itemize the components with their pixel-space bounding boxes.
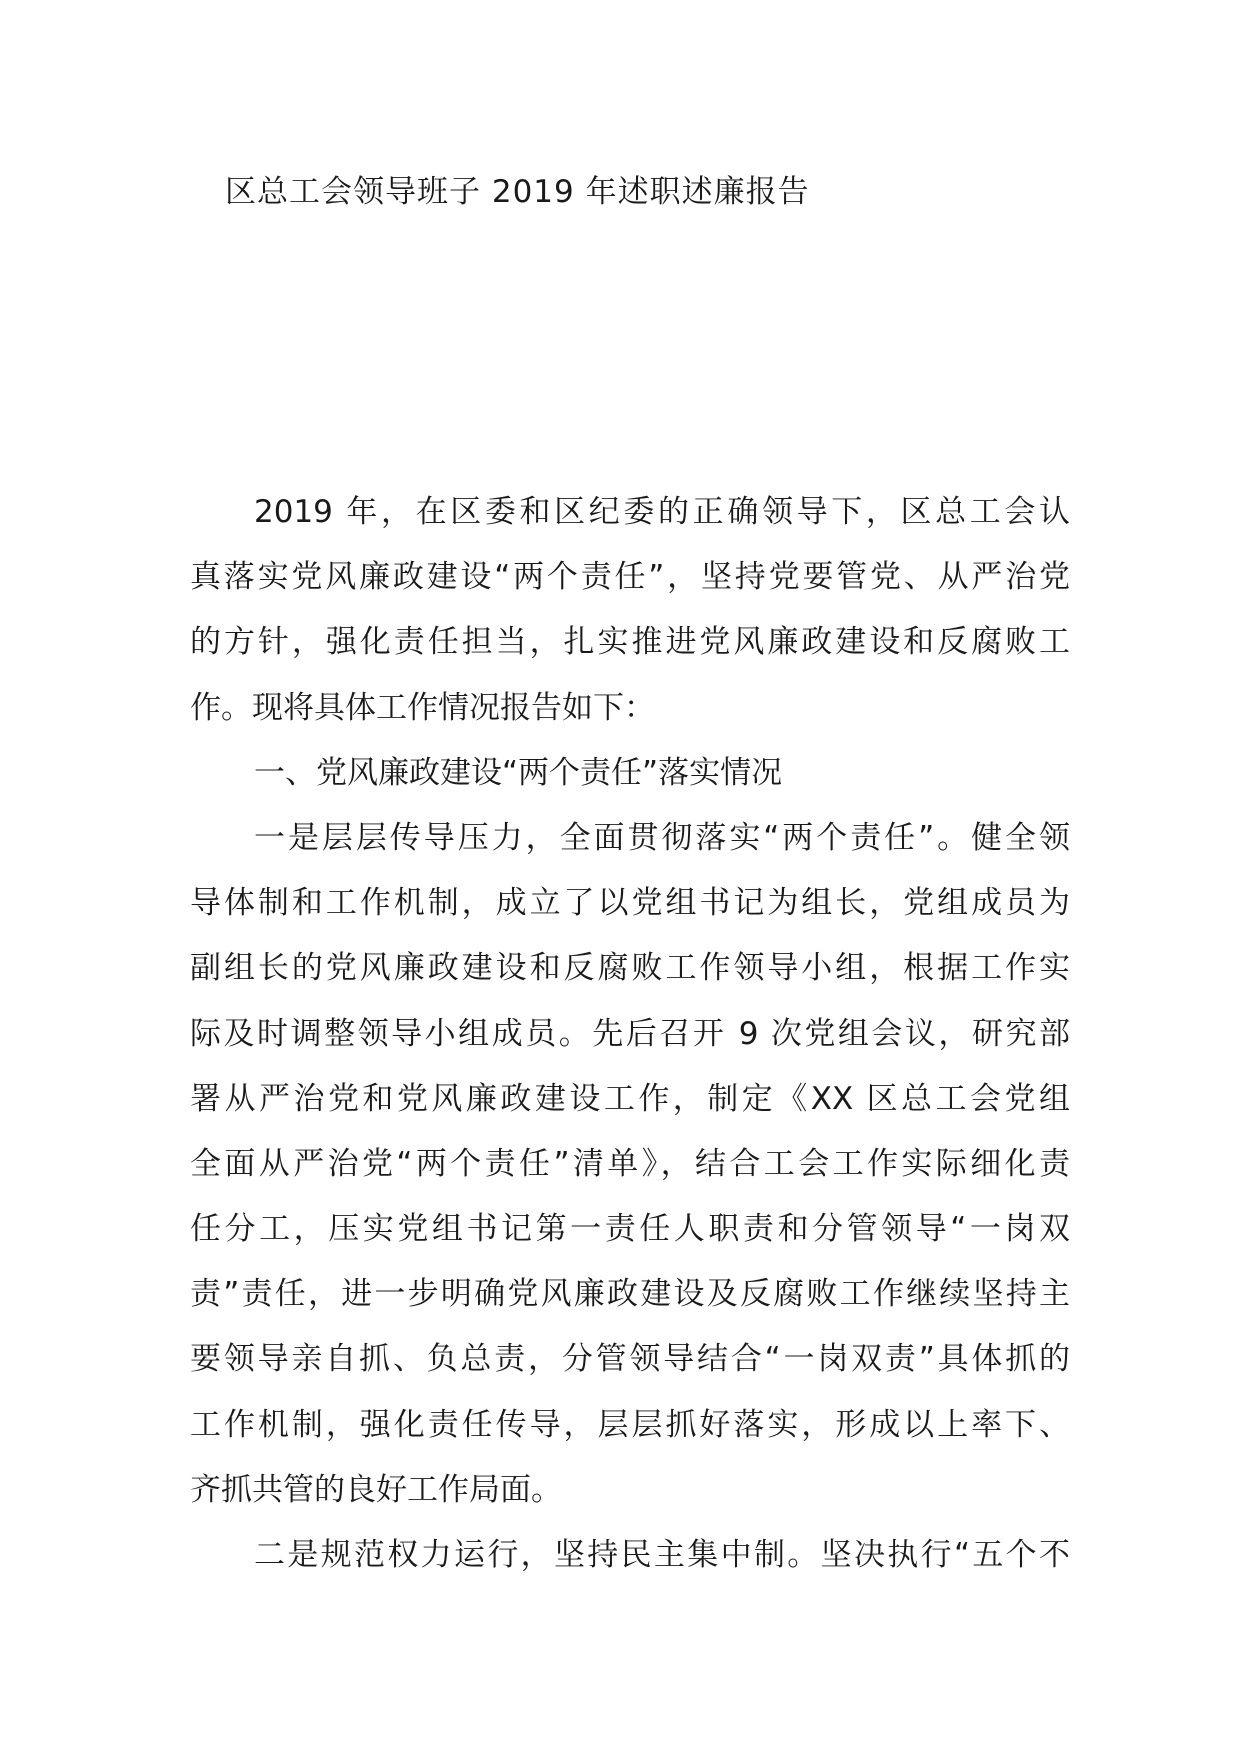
document-title: 区总工会领导班子 2019 年述职述廉报告 [225,174,810,210]
document-body [190,480,1070,1588]
body-line: 工作机制，强化责任传导，层层抓好落实，形成以上率下、 [190,1406,1070,1443]
body-line: 导体制和工作机制，成立了以党组书记为组长，党组成员为 [190,885,1070,922]
body-line: 要领导亲自抓、负总责，分管领导结合“一岗双责”具体抓的 [190,1341,1070,1378]
body-line: 任分工，压实党组书记第一责任人职责和分管领导“一岗双 [190,1211,1070,1248]
body-line: 副组长的党风廉政建设和反腐败工作领导小组，根据工作实 [190,950,1070,987]
body-line: 际及时调整领导小组成员。先后召开 9 次党组会议，研究部 [190,1015,1070,1052]
body-line: 一是层层传导压力，全面贯彻落实“两个责任”。健全领 [254,819,1070,856]
body-line: 署从严治党和党风廉政建设工作，制定《XX 区总工会党组 [190,1080,1070,1117]
body-line: 的方针，强化责任担当，扎实推进党风廉政建设和反腐败工 [190,624,1070,661]
section-heading: 一、党风廉政建设“两个责任”落实情况 [254,754,783,791]
body-line: 真落实党风廉政建设“两个责任”，坚持党要管党、从严治党 [190,559,1070,596]
body-line: 齐抓共管的良好工作局面。 [190,1471,562,1508]
body-line: 2019 年，在区委和区纪委的正确领导下，区总工会认 [254,494,1070,530]
body-line: 二是规范权力运行，坚持民主集中制。坚决执行“五个不 [254,1537,1070,1573]
body-line: 全面从严治党“两个责任”清单》，结合工会工作实际细化责 [190,1145,1070,1182]
body-line: 责”责任，进一步明确党风廉政建设及反腐败工作继续坚持主 [190,1276,1070,1313]
body-line: 作。现将具体工作情况报告如下： [190,689,655,726]
